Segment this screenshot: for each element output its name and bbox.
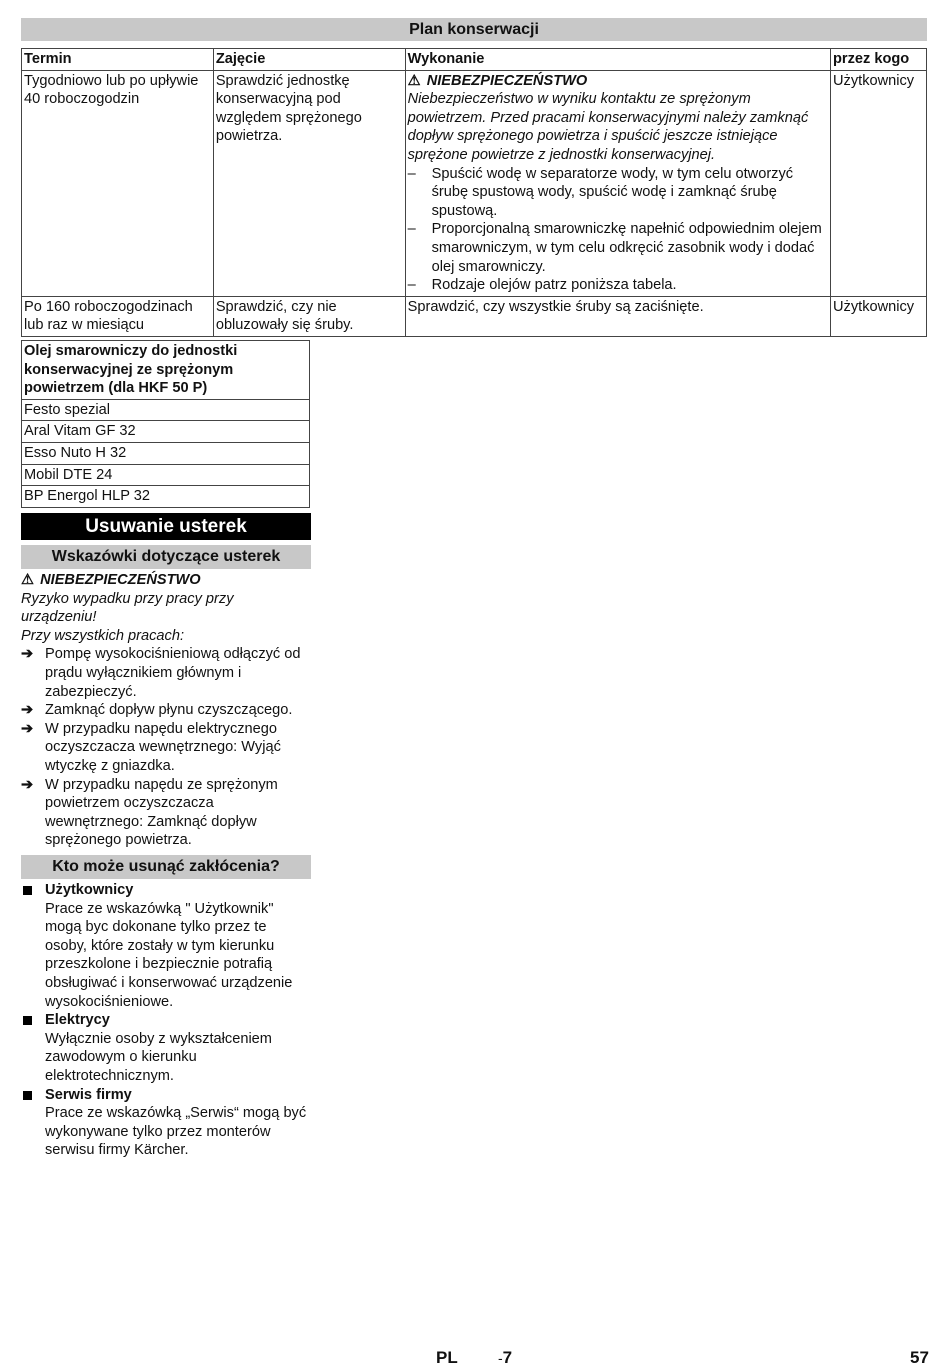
warning-triangle-icon: ⚠ [407, 72, 421, 89]
tips-block [21, 571, 311, 850]
column-header: Wykonanie [405, 49, 830, 71]
table-row [22, 70, 927, 296]
cell-kto: Użytkownicy [831, 70, 927, 296]
list-item: ➔ W przypadku napędu ze sprężonym powietrzem oczyszczacza wewnętrznego: Zamknąć dopływ sprężonego powietrza. [21, 776, 311, 850]
all-work-text: Przy wszystkich pracach: [21, 627, 185, 644]
column-header: przez kogo [831, 49, 927, 71]
who-list [21, 881, 311, 1160]
danger-text: Niebezpieczeństwo w wyniku kontaktu ze sprężonym powietrzem. Przed pracami konserwacyjnymi należy zamknąć dopływ sprężonego powietrza i spuścić jeszcze istniejące sprężone powietrze z jednostki konserwacyjnej. [407, 91, 809, 163]
warning-triangle-icon: ⚠ [21, 572, 35, 588]
who-block [21, 881, 311, 1160]
oil-table [21, 340, 310, 508]
oil-row: Aral Vitam GF 32 [22, 421, 310, 443]
cell-termin: Po 160 roboczogodzinach lub raz w miesiącu [22, 296, 214, 336]
list-item [21, 881, 311, 1011]
cell-wykonanie [405, 70, 830, 296]
black-square-icon [23, 886, 32, 895]
table-header-row [22, 49, 927, 71]
list-item [21, 1086, 311, 1160]
oil-row: Mobil DTE 24 [22, 464, 310, 486]
who-text: Prace ze wskazówką " Użytkownik" mogą byc dokonane tylko przez te osoby, które zostały w tym kierunku przeszkolone i bezpiecznie potrafią obsługiwać i konserwować urządzenie wysokociśnieniowe. [45, 900, 293, 1010]
danger-heading [408, 72, 828, 91]
oil-row: Festo spezial [22, 399, 310, 421]
tips-list [21, 645, 311, 850]
oil-row: Esso Nuto H 32 [22, 442, 310, 464]
footer-lang: PL [436, 1348, 458, 1367]
oil-row: BP Energol HLP 32 [22, 486, 310, 508]
danger-label: NIEBEZPIECZEŃSTWO [40, 572, 201, 588]
who-title: Elektrycy [45, 1012, 110, 1029]
footer-dash: - [498, 1350, 503, 1366]
list-item [21, 1011, 311, 1085]
list-item: ➔ Pompę wysokociśnieniową odłączyć od prądu wyłącznikiem głównym i zabezpieczyć. [21, 645, 311, 701]
danger-label: NIEBEZPIECZEŃSTWO [426, 72, 588, 89]
column-header: Termin [22, 49, 214, 71]
subsection-title: Kto może usunąć zakłócenia? [21, 855, 311, 879]
list-item: – Rodzaje olejów patrz poniższa tabela. [408, 276, 828, 295]
cell-zajecie: Sprawdzić, czy nie obluzowały się śruby. [213, 296, 405, 336]
list-item: ➔ Zamknąć dopływ płynu czyszczącego. [21, 701, 311, 720]
column-header: Zajęcie [213, 49, 405, 71]
footer-section-page: 7 [502, 1348, 513, 1367]
section-title: Usuwanie usterek [21, 513, 311, 540]
who-text: Wyłącznie osoby z wykształceniem zawodowym o kierunku elektrotechnicznym. [45, 1030, 272, 1084]
who-title: Serwis firmy [45, 1086, 132, 1103]
list-item: – Proporcjonalną smarowniczkę napełnić odpowiednim olejem smarowniczym, w tym celu odkręcić zasobnik wody i dodać olej smarowniczy. [408, 220, 828, 276]
cell-wykonanie: Sprawdzić, czy wszystkie śruby są zaciśnięte. [405, 296, 830, 336]
subsection-title: Wskazówki dotyczące usterek [21, 545, 311, 569]
plan-title: Plan konserwacji [21, 18, 927, 41]
oil-table-header: Olej smarowniczy do jednostki konserwacyjnej ze sprężonym powietrzem (dla HKF 50 P) [22, 341, 310, 400]
list-item: – Spuścić wodę w separatorze wody, w tym celu otworzyć śrubę spustową wody, spuścić wodę i zamknąć śrubę spustową. [408, 165, 828, 221]
cell-termin: Tygodniowo lub po upływie 40 roboczogodzin [22, 70, 214, 296]
footer-section [498, 1348, 512, 1368]
list-item: ➔ W przypadku napędu elektrycznego oczyszczacza wewnętrznego: Wyjąć wtyczkę z gniazdka. [21, 720, 311, 776]
cell-kto: Użytkownicy [831, 296, 927, 336]
black-square-icon [23, 1016, 32, 1025]
maintenance-plan-table [21, 48, 927, 337]
risk-text: Ryzyko wypadku przy pracy przy urządzeniu! [21, 590, 234, 626]
who-text: Prace ze wskazówką „Serwis“ mogą być wykonywane tylko przez monterów serwisu firmy Kärcher. [45, 1105, 307, 1159]
cell-zajecie: Sprawdzić jednostkę konserwacyjną pod względem sprężonego powietrza. [213, 70, 405, 296]
danger-heading [21, 571, 311, 590]
page-number: 57 [910, 1348, 929, 1367]
steps-list [408, 165, 828, 295]
who-title: Użytkownicy [45, 882, 134, 898]
table-row [22, 296, 927, 336]
black-square-icon [23, 1091, 32, 1100]
